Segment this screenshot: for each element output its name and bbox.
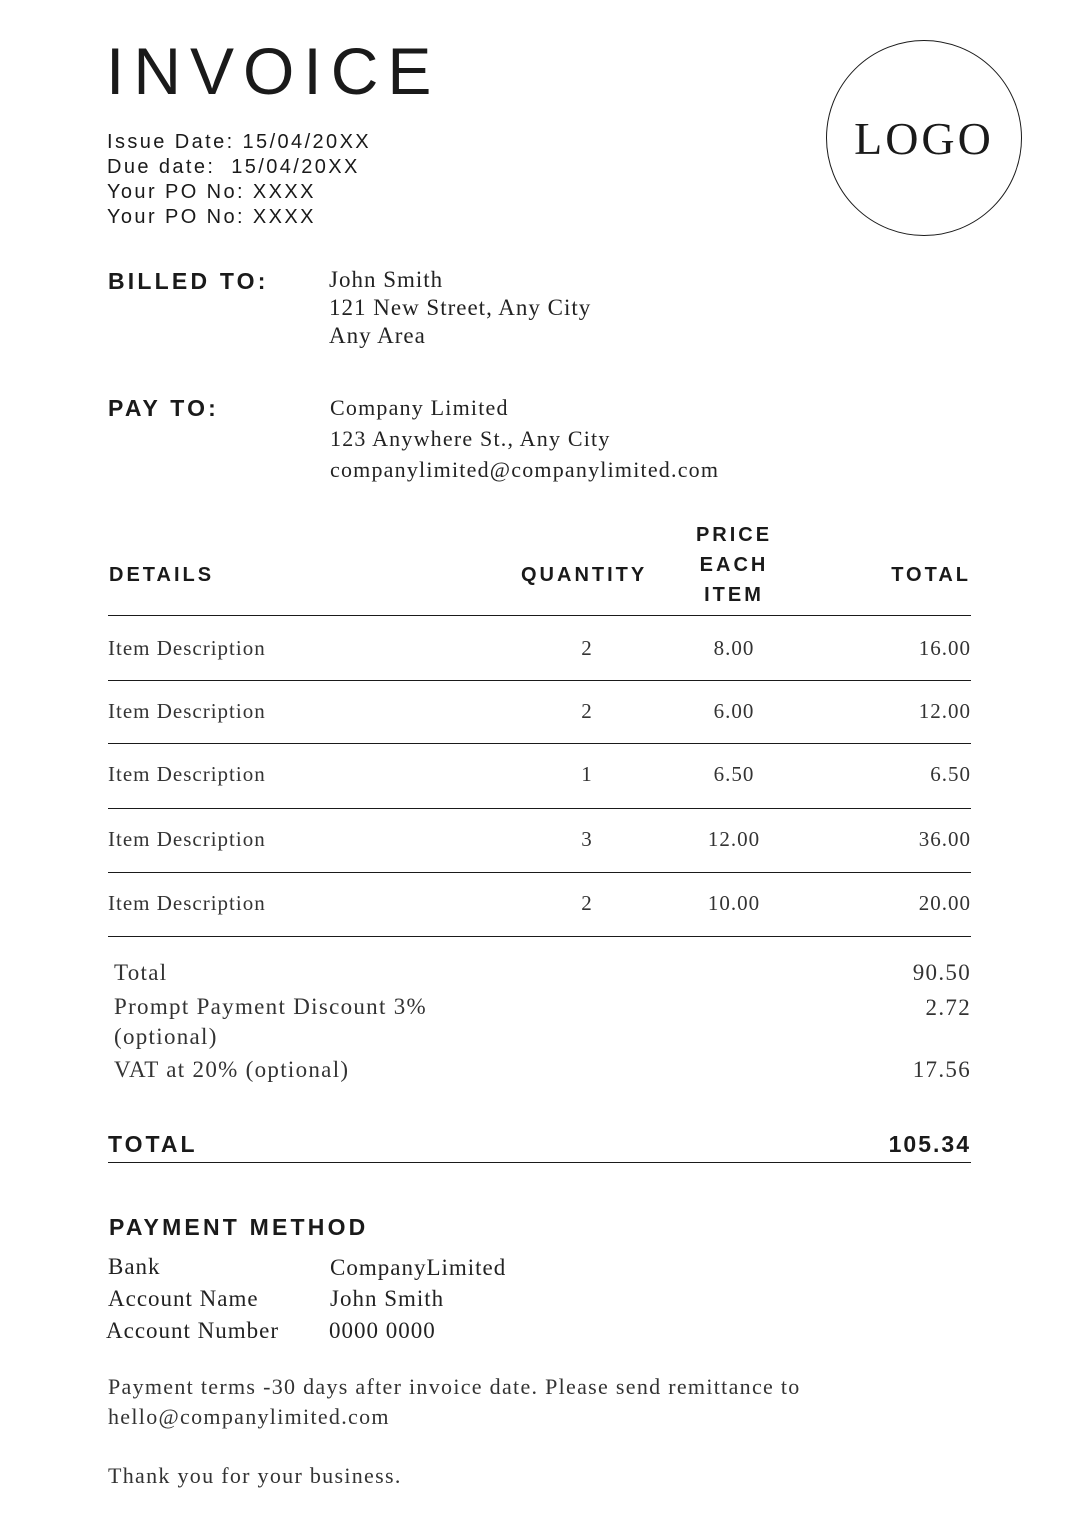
due-date: Due date: 15/04/20XX	[107, 156, 360, 178]
po-number: Your PO No: XXXX	[107, 206, 316, 228]
table-row	[0, 808, 1080, 872]
pay-to-label: PAY TO:	[108, 395, 220, 421]
logo	[826, 40, 1022, 236]
row-total: 16.00	[918, 636, 971, 660]
col-total-header: TOTAL	[891, 564, 971, 586]
row-quantity: 2	[581, 699, 593, 723]
table-row	[0, 744, 1080, 808]
row-price: 12.00	[707, 827, 761, 851]
row-quantity: 2	[581, 636, 593, 660]
bank-value: CompanyLimited	[330, 1255, 507, 1280]
billed-to-name: John Smith	[329, 267, 444, 292]
issue-date: Issue Date: 15/04/20XX	[107, 131, 372, 153]
grand-total-value: 105.34	[888, 1131, 971, 1157]
row-total: 20.00	[918, 891, 971, 915]
grand-total-label: TOTAL	[108, 1131, 198, 1157]
invoice-meta	[107, 130, 371, 230]
discount-value: 2.72	[925, 995, 971, 1020]
billed-to-address	[329, 266, 591, 350]
payment-terms-line: Payment terms -30 days after invoice date. Please send remittance to	[108, 1374, 801, 1399]
pay-to-street: 123 Anywhere St., Any City	[330, 426, 611, 451]
row-price: 8.00	[713, 636, 755, 660]
logo-text: LOGO	[854, 112, 994, 164]
account-number-label: Account Number	[106, 1318, 280, 1343]
row-quantity: 1	[581, 762, 593, 786]
discount-label-line: (optional)	[114, 1024, 218, 1049]
col-price-header	[684, 520, 784, 610]
account-name-value: John Smith	[330, 1286, 445, 1311]
table-row	[0, 680, 1080, 744]
billed-to-area: Any Area	[329, 323, 426, 348]
subtotal-label: Total	[114, 960, 168, 985]
col-quantity-header: QUANTITY	[521, 564, 648, 586]
thank-you-note: Thank you for your business.	[108, 1463, 402, 1488]
row-total: 36.00	[918, 827, 971, 851]
account-name-label: Account Name	[108, 1286, 259, 1311]
billed-to-label: BILLED TO:	[108, 268, 269, 294]
row-quantity: 2	[581, 891, 593, 915]
grand-total-divider	[108, 1162, 971, 1163]
po-number: Your PO No: XXXX	[107, 181, 316, 203]
row-quantity: 3	[581, 827, 593, 851]
pay-to-email: companylimited@companylimited.com	[330, 457, 720, 482]
col-details-header: DETAILS	[109, 564, 215, 586]
row-description: Item Description	[108, 827, 266, 851]
bank-label: Bank	[108, 1254, 161, 1279]
row-description: Item Description	[108, 636, 266, 660]
row-price: 6.50	[713, 762, 755, 786]
payment-method-heading: PAYMENT METHOD	[109, 1214, 369, 1240]
vat-label: VAT at 20% (optional)	[114, 1057, 350, 1082]
row-price: 6.00	[713, 699, 755, 723]
table-row	[0, 616, 1080, 680]
subtotal-value: 90.50	[912, 960, 971, 985]
col-price-header-line: EACH	[699, 554, 769, 576]
invoice-title: INVOICE	[106, 34, 441, 108]
row-description: Item Description	[108, 699, 266, 723]
remittance-email: hello@companylimited.com	[108, 1404, 390, 1429]
discount-label-line: Prompt Payment Discount 3%	[114, 994, 427, 1019]
discount-label	[114, 992, 427, 1052]
row-price: 10.00	[707, 891, 761, 915]
payment-terms	[108, 1372, 988, 1432]
pay-to-address	[330, 392, 719, 485]
table-row	[0, 872, 1080, 936]
billed-to-street: 121 New Street, Any City	[329, 295, 592, 320]
row-total: 6.50	[930, 762, 971, 786]
row-divider	[108, 936, 971, 937]
vat-value: 17.56	[912, 1057, 971, 1082]
pay-to-company: Company Limited	[330, 395, 509, 420]
table-body	[0, 616, 1080, 936]
row-description: Item Description	[108, 891, 266, 915]
col-price-header-line: PRICE	[695, 524, 773, 546]
account-number-value: 0000 0000	[329, 1318, 436, 1343]
row-total: 12.00	[918, 699, 971, 723]
row-description: Item Description	[108, 762, 266, 786]
col-price-header-line: ITEM	[704, 584, 764, 606]
